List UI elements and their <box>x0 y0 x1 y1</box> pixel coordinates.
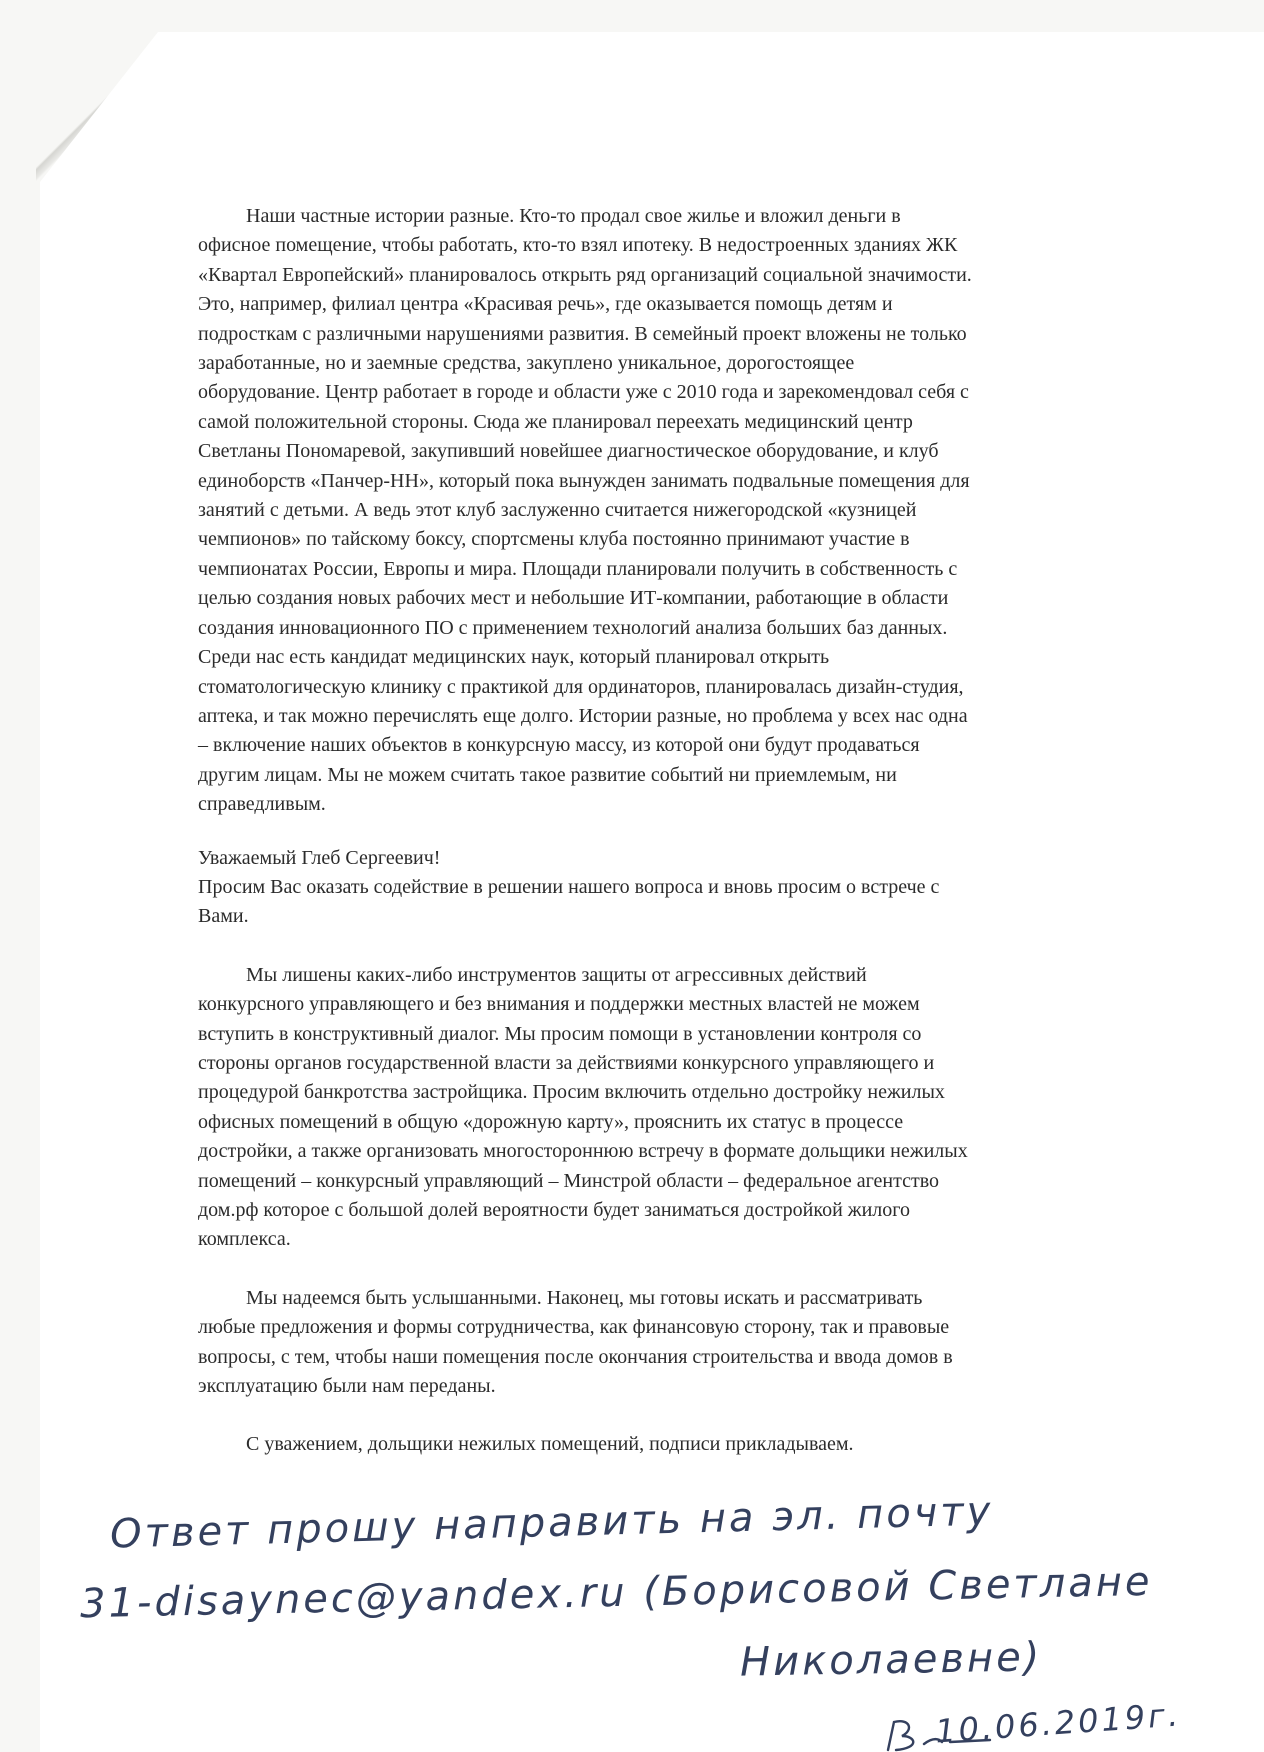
text-line: аптека, и так можно перечислять еще долго. Истории разные, но проблема у всех нас одна <box>198 704 968 727</box>
text-line: Наши частные истории разные. Кто-то продал свое жилье и вложил деньги в <box>246 205 901 227</box>
text-line: Среди нас есть кандидат медицинских наук, который планировал открыть <box>198 646 830 669</box>
text-line: помещений – конкурсный управляющий – Минстрой области – федеральное агентство <box>198 1169 940 1192</box>
letter-body <box>198 202 1098 1460</box>
text-line: любые предложения и формы сотрудничества, как финансовую сторону, так и правовые <box>198 1316 950 1339</box>
text-line: занятий с детьми. А ведь этот клуб заслуженно считается нижегородской «кузницей <box>198 499 917 522</box>
text-line: оборудование. Центр работает в городе и области уже с 2010 года и зарекомендовал себя с <box>198 381 969 404</box>
text-line: конкурсного управляющего и без внимания и поддержки местных властей не можем <box>198 993 920 1016</box>
text-line: Мы лишены каких-либо инструментов защиты от агрессивных действий <box>246 963 867 986</box>
text-line: создания инновационного ПО с применением технологий анализа больших баз данных. <box>198 616 948 639</box>
text-line: офисное помещение, чтобы работать, кто-то взял ипотеку. В недостроенных зданиях ЖК <box>198 234 958 257</box>
handwritten-note-line-2: 31-disaynec@yandex.ru (Борисовой Светлане <box>79 1558 1154 1628</box>
handwritten-note-line-1: Ответ прошу направить на эл. почту <box>109 1488 994 1558</box>
text-line: чемпионов» по тайскому боксу, спортсмены клуба постоянно принимают участие в <box>198 528 910 551</box>
text-line: процедурой банкротства застройщика. Просим включить отдельно достройку нежилых <box>198 1081 945 1104</box>
text-line: чемпионатах России, Европы и мира. Площади планировали получить в собственность с <box>198 557 958 580</box>
paragraph-histories <box>198 202 1098 820</box>
text-line: Это, например, филиал центра «Красивая речь», где оказывается помощь детям и <box>198 293 893 316</box>
handwritten-note-line-3: Николаевне) <box>739 1634 1043 1686</box>
paragraph-body2 <box>198 961 1098 1255</box>
handwritten-date: 10.06.2019г. <box>933 1695 1183 1751</box>
text-line: эксплуатацию были нам переданы. <box>198 1375 496 1398</box>
text-line: комплекса. <box>198 1228 291 1251</box>
text-line: подросткам с различными нарушениями развития. В семейный проект вложены не только <box>198 322 967 345</box>
text-line: вступить в конструктивный диалог. Мы просим помощи в установлении контроля со <box>198 1022 922 1045</box>
paragraph-request <box>198 873 1098 932</box>
signature-scribble <box>880 1716 1000 1752</box>
text-line: Мы надеемся быть услышанными. Наконец, мы готовы искать и рассматривать <box>246 1286 923 1309</box>
text-line: единоборств «Панчер-НН», который пока вынужден занимать подвальные помещения для <box>198 469 970 492</box>
text-line: вопросы, с тем, чтобы наши помещения после окончания строительства и ввода домов в <box>198 1345 953 1368</box>
text-line: – включение наших объектов в конкурсную массу, из которой они будут продаваться <box>198 734 920 757</box>
salutation: Уважаемый Глеб Сергеевич! <box>198 846 441 869</box>
text-line: Светланы Пономаревой, закупивший новейшее диагностическое оборудование, и клуб <box>198 440 939 463</box>
text-line: целью создания новых рабочих мест и небольшие ИТ-компании, работающие в области <box>198 587 949 610</box>
text-line: дом.рф которое с большой долей вероятности будет заниматься достройкой жилого <box>198 1199 910 1221</box>
text-line: Вами. <box>198 905 249 928</box>
text-line: заработанные, но и заемные средства, закуплено уникальное, дорогостоящее <box>198 352 855 375</box>
text-line: достройки, а также организовать многостороннюю встречу в формате дольщики нежилых <box>198 1140 968 1163</box>
text-line: «Квартал Европейский» планировалось открыть ряд организаций социальной значимости. <box>198 263 972 286</box>
text-line: самой положительной стороны. Сюда же планировал переехать медицинский центр <box>198 410 913 433</box>
closing-line: С уважением, дольщики нежилых помещений, подписи прикладываем. <box>246 1433 854 1456</box>
text-line: стоматологическую клинику с практикой для ординаторов, планировалась дизайн-студия, <box>198 675 964 698</box>
text-line: справедливым. <box>198 793 326 816</box>
text-line: стороны органов государственной власти за действиями конкурсного управляющего и <box>198 1051 935 1074</box>
text-line: другим лицам. Мы не можем считать такое развитие событий ни приемлемым, ни <box>198 763 897 786</box>
text-line: офисных помещений в общую «дорожную карту», прояснить их статус в процессе <box>198 1110 904 1133</box>
text-line: Просим Вас оказать содействие в решении нашего вопроса и вновь просим о встрече с <box>198 875 940 898</box>
paragraph-body3 <box>198 1284 1098 1402</box>
